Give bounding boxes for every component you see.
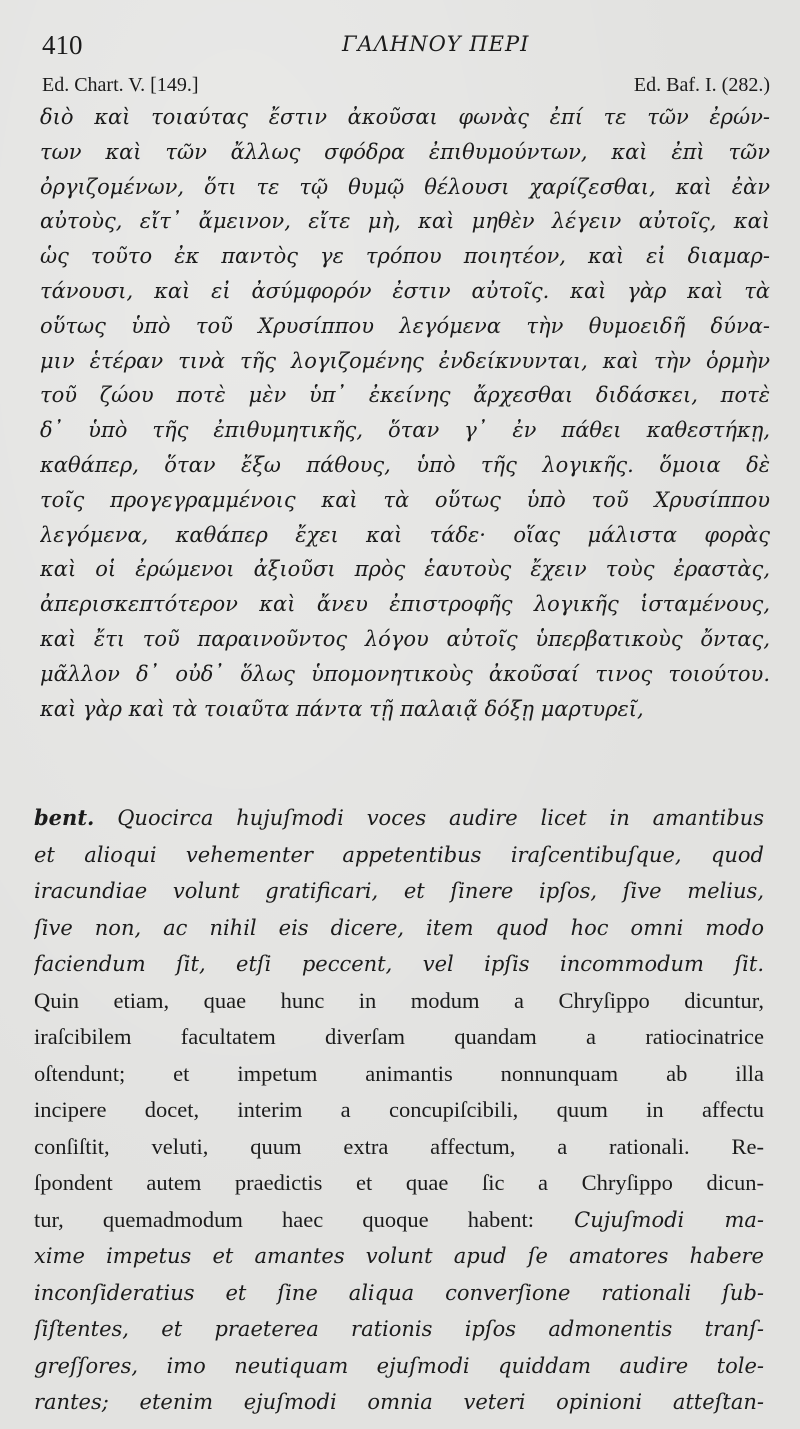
greek-line: λεγόμενα, καθάπερ ἔχει καὶ τάδε· οἵας μάλιστα φορὰς bbox=[40, 522, 770, 547]
edition-basel-reference: Ed. Baf. I. (282.) bbox=[633, 74, 770, 96]
latin-line-italic: Cujuſmodi ma- bbox=[533, 1207, 764, 1232]
latin-line: oſtendunt; et impetum animantis nonnunquam ab illa bbox=[34, 1060, 764, 1086]
greek-line: καθάπερ, ὅταν ἔξω πάθους, ὑπὸ τῆς λογικῆς. ὅμοια δὲ bbox=[40, 452, 770, 477]
edition-chart-reference: Ed. Chart. V. [149.] bbox=[42, 74, 199, 96]
latin-line: faciendum ſit, etſi peccent, vel ipſis incommodum ſit. bbox=[34, 952, 764, 976]
greek-line: ὀργιζομένων, ὅτι τε τῷ θυμῷ θέλουσι χαρίζεσθαι, καὶ ἐὰν bbox=[40, 174, 770, 199]
page-number: 410 bbox=[42, 30, 83, 60]
greek-line: ἀπερισκεπτότερον καὶ ἄνευ ἐπιστροφῆς λογικῆς ἱσταμένους, bbox=[40, 592, 770, 617]
latin-line: xime impetus et amantes volunt apud ſe amatores habere bbox=[34, 1244, 764, 1268]
latin-line: ſive non, ac nihil eis dicere, item quod hoc omni modo bbox=[34, 915, 764, 940]
latin-text-block bbox=[34, 800, 764, 1421]
greek-line: μιν ἑτέραν τινὰ τῆς λογιζομένης ἐνδείκνυνται, καὶ τὴν ὁρμὴν bbox=[40, 348, 770, 373]
latin-line: iraſcibilem facultatem diverſam quandam a ratiocinatrice bbox=[34, 1024, 764, 1049]
latin-line: ſiſtentes, et praeterea rationis ipſos admonentis tranſ- bbox=[34, 1317, 764, 1341]
latin-line: incipere docet, interim a concupiſcibili, quum in affectu bbox=[34, 1097, 764, 1122]
greek-line: τάνουσι, καὶ εἰ ἀσύμφορόν ἐστιν αὐτοῖς. καὶ γὰρ καὶ τὰ bbox=[40, 278, 770, 303]
greek-line: δ᾽ ὑπὸ τῆς ἐπιθυμητικῆς, ὅταν γ᾽ ἐν πάθει καθεστήκῃ, bbox=[40, 418, 770, 443]
latin-line bbox=[34, 1202, 764, 1239]
latin-line: greſſores, imo neutiquam ejuſmodi quiddam audire tole- bbox=[34, 1353, 764, 1378]
greek-line: τοῖς προγεγραμμένοις καὶ τὰ οὕτως ὑπὸ τοῦ Χρυσίππου bbox=[40, 487, 770, 512]
greek-line: τοῦ ζώου ποτὲ μὲν ὑπ᾽ ἐκείνης ἄρχεσθαι διδάσκει, ποτὲ bbox=[40, 383, 770, 408]
latin-line: conſiſtit, veluti, quum extra affectum, a rationali. Re- bbox=[34, 1133, 764, 1159]
greek-line: μᾶλλον δ᾽ οὐδ᾽ ὅλως ὑπομονητικοὺς ἀκοῦσαί τινος τοιούτου. bbox=[40, 661, 770, 686]
latin-line: inconſideratius et ſine aliqua converſione rationali ſub- bbox=[34, 1280, 764, 1305]
greek-line: των καὶ τῶν ἄλλως σφόδρα ἐπιθυμούντων, καὶ ἐπὶ τῶν bbox=[40, 139, 770, 164]
latin-line: ſpondent autem praedictis et quae ſic a Chryſippo dicun- bbox=[34, 1170, 764, 1195]
page-header bbox=[42, 30, 772, 66]
latin-line: iracundiae volunt gratificari, et ſinere ipſos, ſive melius, bbox=[34, 879, 764, 903]
latin-line: et alioqui vehementer appetentibus iraſcentibuſque, quod bbox=[34, 842, 764, 867]
greek-line: διὸ καὶ τοιαύτας ἔστιν ἀκοῦσαι φωνὰς ἐπί τε τῶν ἐρών- bbox=[40, 105, 770, 129]
latin-line bbox=[34, 800, 764, 837]
greek-line: οὕτως ὑπὸ τοῦ Χρυσίππου λεγόμενα τὴν θυμοειδῆ δύνα- bbox=[40, 313, 770, 338]
latin-line-start: bent. bbox=[34, 805, 95, 830]
greek-line: καὶ οἱ ἐρώμενοι ἀξιοῦσι πρὸς ἑαυτοὺς ἔχειν τοὺς ἐραστὰς, bbox=[40, 557, 770, 582]
latin-line: Quin etiam, quae hunc in modum a Chryſippo dicuntur, bbox=[34, 987, 764, 1013]
greek-line: ὡς τοῦτο ἐκ παντὸς γε τρόπου ποιητέον, καὶ εἰ διαμαρ- bbox=[40, 244, 770, 269]
latin-line: rantes; etenim ejuſmodi omnia veteri opinioni atteſtan- bbox=[34, 1390, 764, 1414]
edition-references bbox=[42, 74, 770, 102]
greek-line: καὶ ἔτι τοῦ παραινοῦντος λόγου αὐτοῖς ὑπερβατικοὺς ὄντας, bbox=[40, 626, 770, 651]
greek-line: καὶ γὰρ καὶ τὰ τοιαῦτα πάντα τῇ παλαιᾷ δόξῃ μαρτυρεῖ, bbox=[40, 696, 644, 721]
greek-line: αὐτοὺς, εἴτ᾽ ἄμεινον, εἴτε μὴ, καὶ μηθὲν λέγειν αὐτοῖς, καὶ bbox=[40, 209, 770, 234]
latin-line-rest: Quocirca hujuſmodi voces audire licet in amantibus bbox=[94, 806, 764, 830]
running-title: ΓΑΛΗΝΟΥ ΠΕΡΙ bbox=[342, 32, 530, 56]
greek-text-block bbox=[40, 100, 770, 726]
latin-line-roman: tur, quemadmodum haec quoque habent: bbox=[34, 1206, 534, 1232]
